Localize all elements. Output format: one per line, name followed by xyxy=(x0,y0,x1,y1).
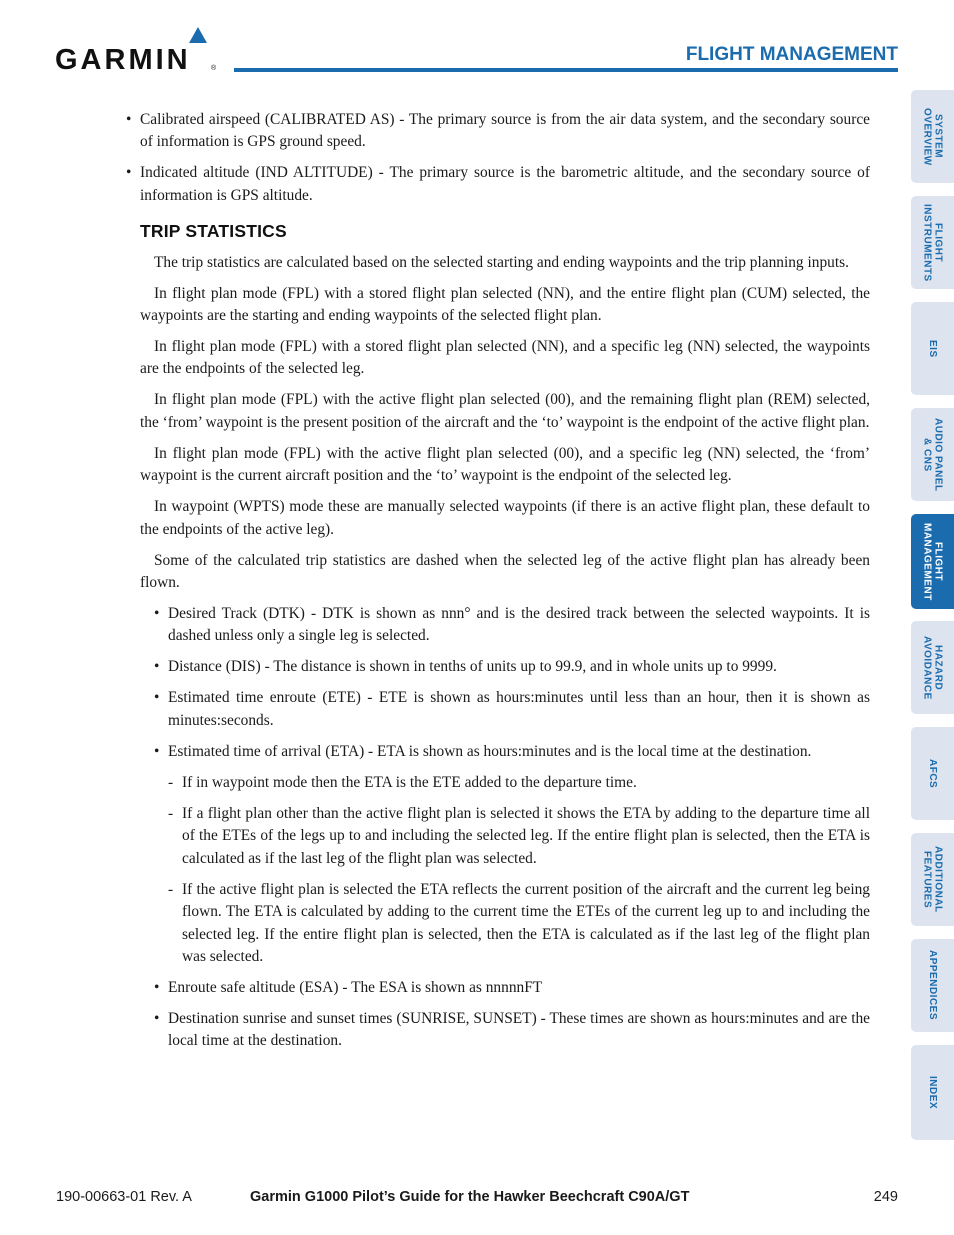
list-item: • Calibrated airspeed (CALIBRATED AS) - The primary source is from the air data system, and the secondary source of information is GPS ground speed. xyxy=(140,109,870,154)
paragraph: In flight plan mode (FPL) with the active flight plan selected (00), and a specific leg (NN) selected, the ‘from’ waypoint is the current aircraft position and the ‘to’ waypoint is the endpoint of the selected leg. xyxy=(140,444,870,485)
tab-label: AUDIO PANEL & CNS xyxy=(921,417,944,492)
tab-system-overview[interactable] xyxy=(911,90,954,183)
tab-label: EIS xyxy=(927,339,938,358)
sub-list-item: - If in waypoint mode then the ETA is the ETE added to the departure time. xyxy=(182,772,870,794)
paragraph: In flight plan mode (FPL) with a stored flight plan selected (NN), and a specific leg (NN) selected, the waypoints are the endpoints of the selected leg. xyxy=(140,338,870,378)
paragraph: In waypoint (WPTS) mode these are manually selected waypoints (if there is an active flight plan, these default to the endpoints of the active leg). xyxy=(140,498,870,538)
paragraph: In flight plan mode (FPL) with the active flight plan selected (00), and the remaining flight plan (REM) selected, the ‘from’ waypoint is the present position of the aircraft and the ‘to’ waypoint is the endpoint of the active flight plan. xyxy=(140,391,870,431)
tab-hazard-avoidance[interactable] xyxy=(911,621,954,714)
tab-label: HAZARD AVOIDANCE xyxy=(921,635,944,700)
doc-number: 190-00663-01 Rev. A xyxy=(56,1189,192,1205)
sub-list-item: - If a flight plan other than the active flight plan is selected it shows the ETA by adding to the departure time all of the ETEs of the legs up to and including the selected leg. If the entire flight plan is selected, then the ETA is calculated as if the last leg of the flight plan was selected. xyxy=(182,803,870,870)
list-item: • Indicated altitude (IND ALTITUDE) - The primary source is the barometric altitude, and the secondary source of information is GPS altitude. xyxy=(140,162,870,207)
tab-afcs[interactable] xyxy=(911,727,954,820)
tab-index[interactable] xyxy=(911,1045,954,1140)
list-item: • Destination sunrise and sunset times (SUNRISE, SUNSET) - These times are shown as hours:minutes and are the local time at the destination. xyxy=(168,1008,870,1053)
sub-list-item: - If the active flight plan is selected the ETA reflects the current position of the aircraft and the current leg being flown. The ETA is calculated by adding to the current time the ETEs of the current leg up to and including the selected leg. If the entire flight plan is selected, then the ETA is calculated as if the last leg of the flight plan was selected. xyxy=(182,879,870,969)
tab-appendices[interactable] xyxy=(911,939,954,1032)
logo-text: GARMIN xyxy=(55,44,191,76)
list-item: • Desired Track (DTK) - DTK is shown as nnn° and is the desired track between the selected waypoints. It is dashed unless only a single leg is selected. xyxy=(168,603,870,648)
header-rule xyxy=(234,68,898,72)
paragraph: In flight plan mode (FPL) with a stored flight plan selected (NN), and the entire flight plan (CUM) selected, the waypoints are the starting and ending waypoints of the selected flight plan. xyxy=(140,284,870,325)
paragraph: The trip statistics are calculated based on the selected starting and ending waypoints and the trip planning inputs. xyxy=(154,253,849,271)
garmin-logo xyxy=(55,27,220,75)
page-number: 249 xyxy=(873,1189,898,1205)
paragraph: Some of the calculated trip statistics are dashed when the selected leg of the active flight plan has already been flown. xyxy=(140,551,870,592)
tab-label: AFCS xyxy=(927,758,938,789)
list-item: • Distance (DIS) - The distance is shown in tenths of units up to 99.9, and in whole units up to 9999. xyxy=(168,656,870,678)
list-item: • Enroute safe altitude (ESA) - The ESA is shown as nnnnnFT xyxy=(168,977,870,999)
tab-label: FLIGHT MANAGEMENT xyxy=(921,522,944,601)
page-content xyxy=(140,109,870,1061)
tab-label: SYSTEM OVERVIEW xyxy=(921,107,944,166)
footer-title: Garmin G1000 Pilot’s Guide for the Hawker Beechcraft C90A/GT xyxy=(250,1189,690,1205)
section-title: FLIGHT MANAGEMENT xyxy=(685,44,898,65)
tab-label: ADDITIONAL FEATURES xyxy=(921,846,944,913)
list-item: • Estimated time enroute (ETE) - ETE is shown as hours:minutes until less than an hour, then it is shown as minutes:seconds. xyxy=(168,687,870,732)
logo-triangle-icon xyxy=(189,27,207,43)
list-item: • Estimated time of arrival (ETA) - ETA is shown as hours:minutes and is the local time at the destination. xyxy=(168,741,870,763)
tab-label: APPENDICES xyxy=(927,950,938,1021)
logo-registered-mark: ® xyxy=(211,65,217,72)
section-heading: TRIP STATISTICS xyxy=(140,221,287,242)
tab-label: INDEX xyxy=(927,1075,938,1110)
tab-flight-management[interactable] xyxy=(911,514,954,609)
tab-audio-panel-cns[interactable] xyxy=(911,408,954,501)
tab-flight-instruments[interactable] xyxy=(911,196,954,289)
tab-eis[interactable] xyxy=(911,302,954,395)
tab-label: FLIGHT INSTRUMENTS xyxy=(921,203,944,282)
tab-additional-features[interactable] xyxy=(911,833,954,926)
